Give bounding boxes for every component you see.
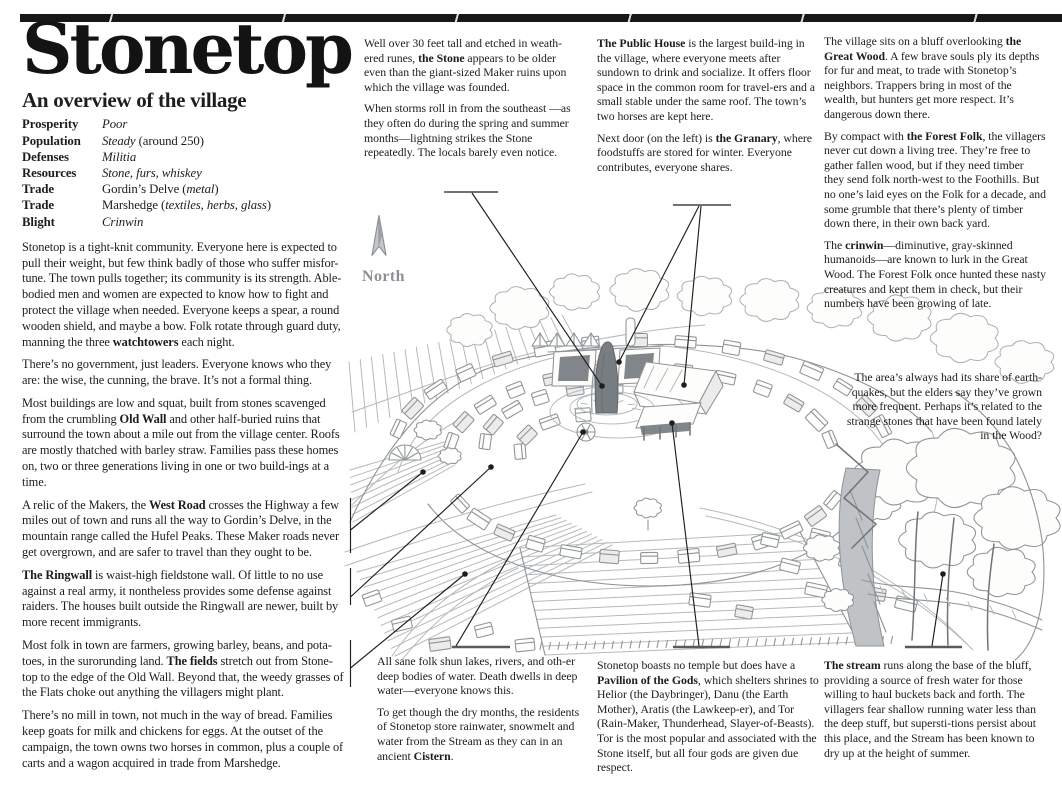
stone-paragraph: Well over 30 feet tall and etched in weath-ered runes, the Stone appears to be older even than the giant-sized Maker ruins upon which the village was founded.	[364, 36, 567, 94]
public-house-column	[597, 36, 819, 181]
stat-label: Resources	[22, 165, 77, 180]
granary-paragraph: Next door (on the left) is the Granary, where foodstuffs are stored for winter. Everyone contributes, everyone shares.	[597, 130, 812, 174]
page-subtitle: An overview of the village	[22, 87, 247, 112]
storms-paragraph: When storms roll in from the southeast —as they often do during the spring and summer months—lightning strikes the Stone repeatedly. The locals barely even notice.	[364, 101, 571, 160]
stat-value: Crinwin	[102, 214, 144, 229]
stat-row	[22, 197, 348, 213]
overview-paragraph: There’s no government, just leaders. Everyone knows who they are: the wise, the cunning, the brave. It’s not a formal thing.	[22, 357, 332, 388]
pavilion-paragraph: Stonetop boasts no temple but does have a Pavilion of the Gods, which shelters shrines to Helior (the Daybringer), Danu (the Earth Mother), Aratis (the Lawkeep-er), and Tor (Rain-Maker, Thunderhead, Slayer-of-Beasts). Tor is the most popular and associated with the Stone itself, but all four gods are given due respect.	[597, 658, 819, 775]
north-label: North	[362, 268, 405, 285]
stat-row	[22, 181, 348, 197]
page-title: Stonetop	[22, 7, 351, 90]
great-wood-paragraph: The village sits on a bluff overlooking the Great Wood. A few brave souls ply its depths for fur and meat, to trade with Stonetop’s neighbors. Trappers bring in most of the wealth, but hunters get more respect. It’s dangerous down there.	[824, 34, 1040, 121]
deep-water-paragraph: All sane folk shun lakes, rivers, and oth-er deep bodies of water. Death dwells in deep water—everyone knows this.	[377, 654, 578, 698]
stat-label: Trade	[22, 182, 54, 197]
great-wood-column	[824, 34, 1046, 318]
water-column	[377, 654, 589, 770]
fields-paragraph: Most folk in town are farmers, growing barley, beans, and pota-toes, in the surorunding land. The fields stretch out from Stone-top to the edge of the Old Wall. Beyond that, the weedy grasses of the Flats choke out anything the villagers might plant.	[22, 638, 344, 700]
stat-value: Steady (around 250)	[102, 133, 204, 148]
stat-value: Poor	[102, 117, 128, 132]
stat-row	[22, 149, 348, 165]
stat-row	[22, 133, 348, 149]
stat-row	[22, 165, 348, 181]
stat-row	[22, 116, 348, 132]
stone-column	[364, 36, 579, 167]
stream-column	[824, 658, 1052, 767]
stat-value: Stone, furs, whiskey	[102, 165, 202, 180]
west-road-paragraph: A relic of the Makers, the West Road crosses the Highway a few miles out of town and runs all the way to Gordin’s Delve, in the mountain range called the Hufel Peaks. These Maker roads never get overgrown, and are safer to travel than they ought to be.	[22, 497, 339, 560]
pavilion-column	[597, 658, 825, 782]
forest-folk-paragraph: By compact with the Forest Folk, the villagers never cut down a living tree. They’re free to gather fallen wood, but if they need timber they send folk north-west to the Foothills. But no one’s laid eyes on the Folk for a decade, and some grumble that there’s plenty of timber down there, in their own back yard.	[824, 128, 1047, 231]
stream-paragraph: The stream runs along the base of the bluff, providing a source of fresh water for those willing to haul buckets back and forth. The villagers fear shallow running water less than the deep stuff, but supersti-tions persist about this place, and the Stream has been known to dry up at the height of summer.	[824, 658, 1036, 760]
stat-label: Population	[22, 133, 81, 148]
stat-label: Blight	[22, 214, 55, 229]
north-arrow-icon	[362, 213, 396, 261]
crinwin-paragraph: The crinwin—diminutive, gray-skinned humanoids—are known to lurk in the Great Wood. The Forest Folk once hunted these nasty creatures and kept them in check, but their numbers have been growing of late.	[824, 237, 1047, 311]
stat-value: Marshedge (textiles, herbs, glass)	[102, 198, 271, 213]
stat-label: Trade	[22, 198, 54, 213]
stat-value: Militia	[102, 149, 137, 164]
overview-paragraph: Stonetop is a tight-knit community. Everyone here is expected to pull their weight, but few think badly of those who suffer misfor-tune. The town pulls together; its community is its strength. Able-bodied men and women are expected to know how to fight and protect the village when needed. Everyone keeps a spear, a round wooden shield, and maybe a bow. Folk rotate through guard duty, manning the three watchtowers each night.	[22, 239, 342, 349]
left-column	[22, 7, 351, 778]
stat-row	[22, 214, 348, 230]
stat-label: Prosperity	[22, 117, 79, 132]
ringwall-paragraph: The Ringwall is waist-high fieldstone wall. Of little to no use against a real army, it nontheless provides some defense against raiders. The houses built outside the Ringwall are newer, built by more recent immigrants.	[22, 567, 339, 630]
stat-label: Defenses	[22, 149, 69, 164]
stat-value: Gordin’s Delve (metal)	[102, 182, 219, 197]
north-compass	[362, 213, 426, 286]
mill-paragraph: There’s no mill in town, not much in the way of bread. Families keep goats for milk and chickens for eggs. At the outset of the campaign, the town owns two horses in common, plus a couple of carts and a wagon acquired in trade from Marshedge.	[22, 708, 344, 770]
public-house-paragraph: The Public House is the largest build-ing in the village, where everyone meets after sundown to drink and socialize. It offers floor space in the common room for travel-ers and a small stable under the same roof. The town’s two horses are kept here.	[597, 36, 815, 123]
earthquake-paragraph: The area’s always had its share of earth-quakes, but the elders say they’ve grown more frequent. Perhaps it’s related to the strange stones that have been found lately in the Wood?	[846, 370, 1042, 443]
overview-paragraph: Most buildings are low and squat, built from stones scavenged from the crumbling Old Wall and other half-buried ruins that surround the town about a mile out from the village center. Roofs are mostly thatched with barley straw. Families pass these homes on, two or three generations living in one or two build-ings at a time.	[22, 395, 340, 489]
cistern-paragraph: To get though the dry months, the residents of Stonetop store rainwater, snowmelt and water from the Stream as they can in an ancient Cistern.	[377, 704, 580, 763]
village-stats-table	[22, 116, 348, 229]
